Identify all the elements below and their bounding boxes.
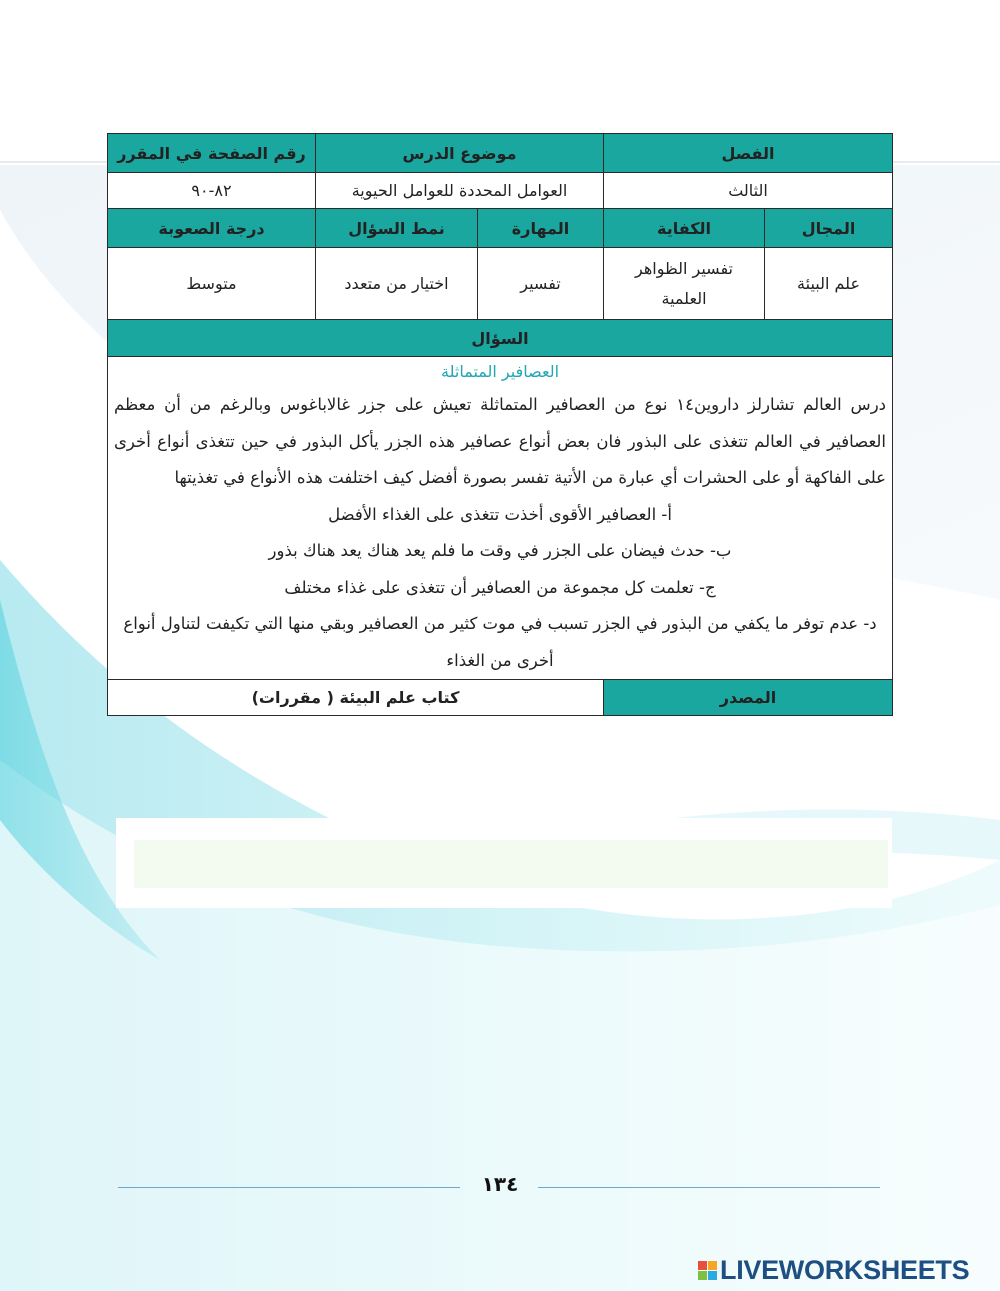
footer-line-left: [118, 1187, 460, 1188]
liveworksheets-logo-icon: [698, 1261, 717, 1280]
domain-value: علم البيئة: [765, 248, 893, 320]
logo-text: LIVEWORKSHEETS: [720, 1254, 970, 1285]
option-d: د- عدم توفر ما يكفي من البذور في الجزر تسبب في موت كثير من العصافير وبقي منها التي تكيفت لتناول أنواع أخرى من الغذاء: [123, 614, 877, 670]
footer-line-right: [538, 1187, 880, 1188]
source-header: المصدر: [604, 680, 893, 716]
domain-header: المجال: [765, 209, 893, 248]
difficulty-value: متوسط: [108, 248, 316, 320]
competency-value: تفسير الظواهر العلمية: [604, 248, 765, 320]
lesson-header: موضوع الدرس: [316, 134, 604, 173]
option-a: أ- العصافير الأقوى أخذت تتغذى على الغذاء الأفضل: [328, 504, 672, 524]
question-type-value: اختيار من متعدد: [316, 248, 478, 320]
question-type-header: نمط السؤال: [316, 209, 478, 248]
question-body: [108, 357, 893, 680]
option-c: ج- تعلمت كل مجموعة من العصافير أن تتغذى على غذاء مختلف: [284, 577, 716, 597]
skill-value: تفسير: [478, 248, 604, 320]
competency-header: الكفاية: [604, 209, 765, 248]
skill-header: المهارة: [478, 209, 604, 248]
chapter-value: الثالث: [604, 173, 893, 209]
page-number-header: رقم الصفحة في المقرر: [108, 134, 316, 173]
page-number: ١٣٤: [481, 1172, 519, 1196]
lesson-value: العوامل المحددة للعوامل الحيوية: [316, 173, 604, 209]
chapter-header: الفصل: [604, 134, 893, 173]
liveworksheets-logo[interactable]: [698, 1256, 969, 1284]
question-info-table: [107, 133, 893, 716]
question-title: العصافير المتماثلة: [440, 362, 560, 381]
question-header: السؤال: [108, 320, 893, 357]
option-b: ب- حدث فيضان على الجزر في وقت ما فلم يعد هناك يعد هناك بذور: [268, 541, 732, 560]
page-range-value: ٨٢-٩٠: [108, 173, 316, 209]
question-text: درس العالم تشارلز داروين١٤ نوع من العصافير المتماثلة تعيش على جزر غالاباغوس وبالرغم من أن معظم العصافير في العالم تتغذى على البذور فان بعض أنواع عصافير هذه الجزر يأكل البذور في حين تتغذى أنواع أخرى على الفاكهة أو على الحشرات أي عبارة من الأتية تفسر بصورة أفضل كيف اختلفت هذه الأنواع في تغذيتها: [114, 395, 887, 487]
source-value: كتاب علم البيئة ( مقررات): [108, 680, 604, 716]
difficulty-header: درجة الصعوبة: [108, 209, 316, 248]
